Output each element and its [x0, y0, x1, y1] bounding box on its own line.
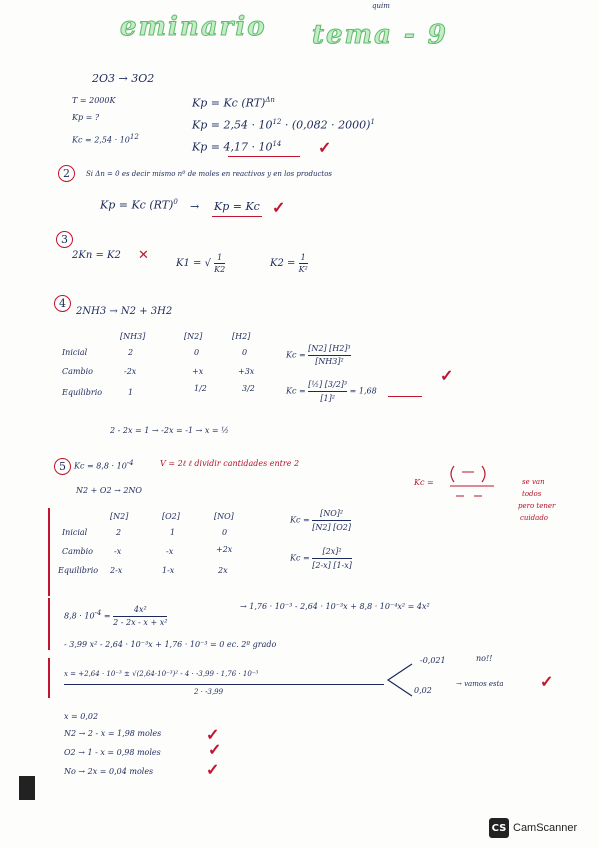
ex5-kc-expression: Kc = $\frac{\text{[NO]²}}{[N2] [O2]}$ — [290, 509, 352, 532]
camscanner-text: CamScanner — [513, 822, 578, 834]
ex5-result-o2: O2 → 1 - x = 0,98 moles — [64, 748, 161, 757]
ex5-row-label: Cambio — [62, 547, 93, 556]
cross-icon: ✕ — [138, 248, 149, 263]
ex1-result: $Kp = 4,17 \cdot 10^{14}$ — [192, 140, 282, 154]
ex4-row-label: Equilibrio — [62, 388, 103, 397]
ex5-root2: 0,02 — [414, 686, 432, 695]
checkmark-icon: ✓ — [206, 760, 220, 779]
ex5-side-note-line: todos — [522, 490, 542, 498]
ex1-formula: Kp = Kc (RT)$^{\Delta n}$ — [192, 96, 275, 110]
ex1-kp-question: Kp = ? — [72, 113, 100, 122]
ex5-margin-line — [48, 598, 50, 650]
ex5-margin-line — [48, 658, 50, 698]
title-left: eminario — [120, 12, 267, 42]
ex5-cell: 2-x — [110, 566, 123, 575]
ex3-eq1: 2Kn = K2 — [72, 250, 121, 261]
ex1-temperature: T = 2000K — [72, 96, 116, 105]
checkmark-icon: ✓ — [318, 138, 332, 157]
ex4-row-label: Inicial — [62, 348, 88, 357]
ex4-result-underline — [388, 396, 422, 397]
ex4-cell: 0 — [194, 348, 200, 357]
ex4-cell: 1/2 — [194, 384, 207, 393]
ex4-header-2: [H2] — [232, 332, 251, 341]
ex4-kc-expression: Kc = $\frac{\text{[N2] [H2]³}}{\text{[NH3]²}}$ — [286, 344, 351, 366]
ex4-row-label: Cambio — [62, 367, 93, 376]
ex5-result-x: x = 0,02 — [64, 712, 99, 721]
checkmark-icon: ✓ — [208, 740, 222, 759]
ex5-root2-note: → vamos esta — [456, 680, 504, 688]
ex5-header-0: [N2] — [110, 512, 129, 521]
title-right: tema - 9 — [312, 20, 448, 50]
top-corner-text: quim — [372, 2, 390, 10]
ex3-eq2: K1 = √ $\frac{1}{K2}$ — [176, 253, 226, 274]
ex5-header-1: [O2] — [162, 512, 180, 521]
ex5-result-n2: N2 → 2 - x = 1,98 moles — [64, 729, 162, 738]
ex5-roots-bracket — [384, 660, 416, 700]
ex4-cell: +x — [192, 367, 204, 376]
ex4-reaction: 2NH3 → N2 + 3H2 — [76, 306, 173, 317]
ex5-line1: $8,8 \cdot 10^{-4}$ = $\frac{\text{4x²}}{\text{2 - 2x - x + x²}}$ — [64, 605, 168, 627]
ex5-cell: 2 — [116, 528, 122, 537]
ex2-arrow: → — [190, 200, 200, 213]
ex5-side-note-line: cuidado — [520, 514, 549, 522]
ex1-kc-value: $Kc = 2,54 \cdot 10^{12}$ — [72, 133, 139, 145]
ex2-formula: Kp = Kc (RT)$^0$ — [100, 198, 178, 212]
ex4-cell: 1 — [128, 388, 134, 397]
ex5-side-note-line: se van — [522, 478, 545, 486]
ex5-side-fraction — [446, 458, 510, 506]
ex5-root1-note: no!! — [476, 654, 493, 663]
ex1-calc: $Kp = 2,54 \cdot 10^{12} \cdot (0,082 \cdot 2000)^1$ — [192, 118, 375, 132]
ex5-result-no: No → 2x = 0,04 moles — [64, 767, 154, 776]
ex4-cell: -2x — [124, 367, 137, 376]
ex2-number: 2 — [58, 162, 75, 182]
ex5-cell: -x — [114, 547, 122, 556]
ex1-result-underline — [228, 156, 300, 157]
ex4-header-0: [NH3] — [120, 332, 146, 341]
ex4-cell: 0 — [242, 348, 248, 357]
ex1-reaction: 2O3 → 3O2 — [92, 72, 155, 85]
ex5-given-note: V = 2ℓ ℓ dividir cantidades entre 2 — [160, 459, 300, 468]
camscanner-icon: CS — [489, 818, 509, 838]
ex5-cell: -x — [166, 547, 174, 556]
ex5-side-note-line: pero tener — [518, 502, 556, 510]
ex5-line3-denominator: 2 · -3,99 — [194, 688, 224, 696]
ex4-number: 4 — [54, 292, 71, 312]
ex4-header-1: [N2] — [184, 332, 203, 341]
ex4-kc-substituted: Kc = $\frac{\text{[½] [3/2]³}}{\text{[1]²}}$ = 1,68 — [286, 380, 377, 403]
ex5-row-label: Equilibrio — [58, 566, 99, 575]
ex5-kc-substituted: Kc = $\frac{\text{[2x]²}}{[2-x] [1-x]}$ — [290, 547, 352, 570]
ex4-cell: 2 — [128, 348, 134, 357]
ex5-cell: +2x — [216, 545, 233, 554]
ex5-reaction: N2 + O2 → 2NO — [76, 486, 142, 495]
ex3-number: 3 — [56, 228, 73, 248]
ex2-result: Kp = Kc — [214, 200, 260, 213]
ex5-line1-right: → 1,76 · 10⁻³ - 2,64 · 10⁻³x + 8,8 · 10⁻⁴x² = 4x² — [240, 602, 430, 611]
ex5-cell: 1 — [170, 528, 176, 537]
scan-edge-mark — [19, 776, 35, 800]
ex5-cell: 0 — [222, 528, 228, 537]
ex5-margin-line — [48, 508, 50, 596]
ex2-result-underline — [212, 216, 262, 217]
checkmark-icon: ✓ — [206, 725, 220, 744]
ex5-line3-fraction-bar — [64, 684, 384, 685]
checkmark-icon: ✓ — [540, 672, 554, 691]
checkmark-icon: ✓ — [440, 366, 454, 385]
ex5-cell: 2x — [218, 566, 228, 575]
ex4-cell: +3x — [238, 367, 255, 376]
ex5-line3-numerator: x = +2,64 · 10⁻³ ± √(2,64·10⁻³)² - 4 · -3,99 · 1,76 · 10⁻³ — [64, 670, 259, 678]
ex5-header-2: [NO] — [214, 512, 234, 521]
ex5-cell: 1-x — [162, 566, 175, 575]
ex3-eq3: K2 = $\frac{1}{\text{K²}}$ — [270, 253, 308, 274]
ex5-number: 5 — [54, 455, 71, 475]
ex4-solve: 2 - 2x = 1 → -2x = -1 → x = ½ — [110, 426, 229, 435]
ex2-text: Si Δn = 0 es decir mismo nº de moles en reactivos y en los productos — [86, 170, 332, 178]
camscanner-logo — [489, 818, 577, 838]
ex5-row-label: Inicial — [62, 528, 88, 537]
ex5-line2: - 3,99 x² - 2,64 · 10⁻³x + 1,76 · 10⁻³ = 0 ec. 2º grado — [64, 640, 277, 649]
ex4-cell: 3/2 — [242, 384, 255, 393]
checkmark-icon: ✓ — [272, 198, 286, 217]
ex5-side-kc: Kc = — [414, 478, 434, 487]
ex5-root1: -0,021 — [420, 656, 446, 665]
ex5-given: $Kc = 8,8 \cdot 10^{-4}$ — [74, 459, 134, 471]
